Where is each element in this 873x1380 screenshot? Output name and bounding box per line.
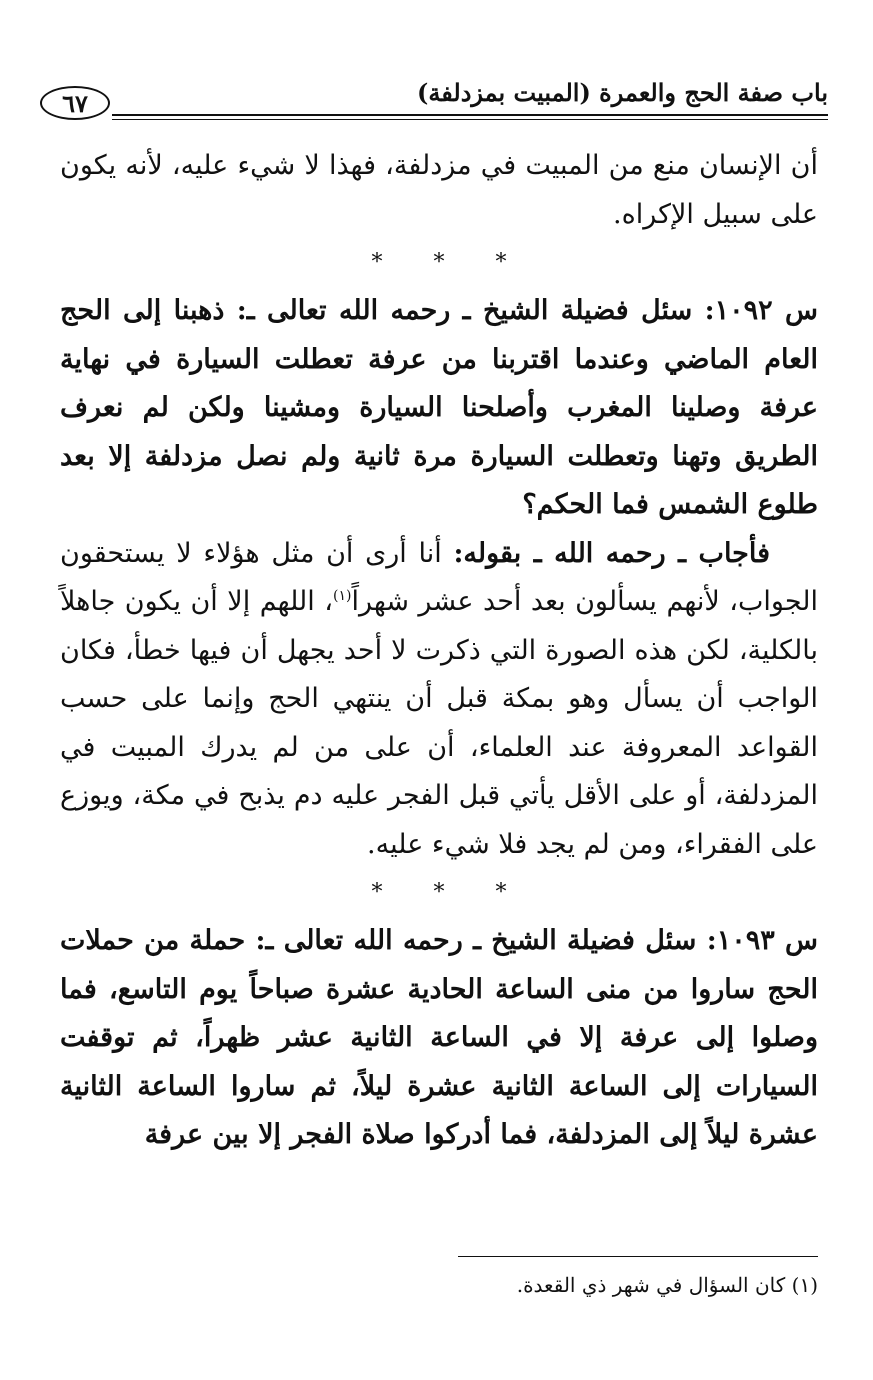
section-separator: * * * [371, 250, 529, 275]
footnote-rule [458, 1256, 818, 1257]
answer-1092 [60, 530, 818, 870]
section-separator: * * * [371, 880, 529, 905]
question-1092: س ١٠٩٢: سئل فضيلة الشيخ ـ رحمه الله تعالى ـ: ذهبنا إلى الحج العام الماضي وعندما اقتربنا من عرفة تعطلت السيارة في نهاية عرفة وصلينا المغرب وأصلحنا السيارة ومشينا ولكن لم نعرف الطريق وتهنا وتعطلت السيارة مرة ثانية ولم نصل مزدلفة إلا بعد طلوع الشمس فما الحكم؟ [60, 295, 819, 520]
footnote: (١) كان السؤال في شهر ذي القعدة. [516, 1273, 818, 1297]
answer-lead: فأجاب ـ رحمه الله ـ بقوله: [453, 537, 770, 569]
chapter-title: باب صفة الحج والعمرة (المبيت بمزدلفة) [417, 78, 828, 107]
paragraph-continuation: أن الإنسان منع من المبيت في مزدلفة، فهذا لا شيء عليه، لأنه يكون على سبيل الإكراه. [60, 150, 818, 230]
answer-text-part1: أنا أرى أن مثل هؤلاء لا يستحقون الجواب، لأنهم يسألون بعد أحد عشر شهراً [60, 537, 819, 617]
page-header [40, 78, 828, 128]
header-rule [112, 114, 828, 120]
footnote-reference: (١) [333, 588, 352, 604]
question-1093: س ١٠٩٣: سئل فضيلة الشيخ ـ رحمه الله تعالى ـ: حملة من حملات الحج ساروا من منى الساعة الحادية عشرة صباحاً يوم التاسع، فما وصلوا إلى عرفة إلا في الساعة الثانية عشر ظهراً، ثم توقفت السيارات إلى الساعة الثانية عشرة ليلاً، ثم ساروا الساعة الثانية عشرة ليلاً إلى المزدلفة، فما أدركوا صلاة الفجر إلا بين عرفة [60, 925, 819, 1150]
body-text [60, 142, 818, 1160]
answer-text-part2: ، اللهم إلا أن يكون جاهلاً بالكلية، لكن هذه الصورة التي ذكرت لا أحد يجهل أن فيها خطأ، فكان الواجب أن يسأل وهو بمكة قبل أن ينتهي الحج وإنما على حسب القواعد المعروفة عند العلماء، أن على من لم يدرك المبيت في المزدلفة، أو على الأقل يأتي قبل الفجر عليه دم يذبح في مكة، ويوزع على الفقراء، ومن لم يجد فلا شيء عليه. [60, 586, 818, 860]
page-number: ٦٧ [40, 86, 110, 120]
